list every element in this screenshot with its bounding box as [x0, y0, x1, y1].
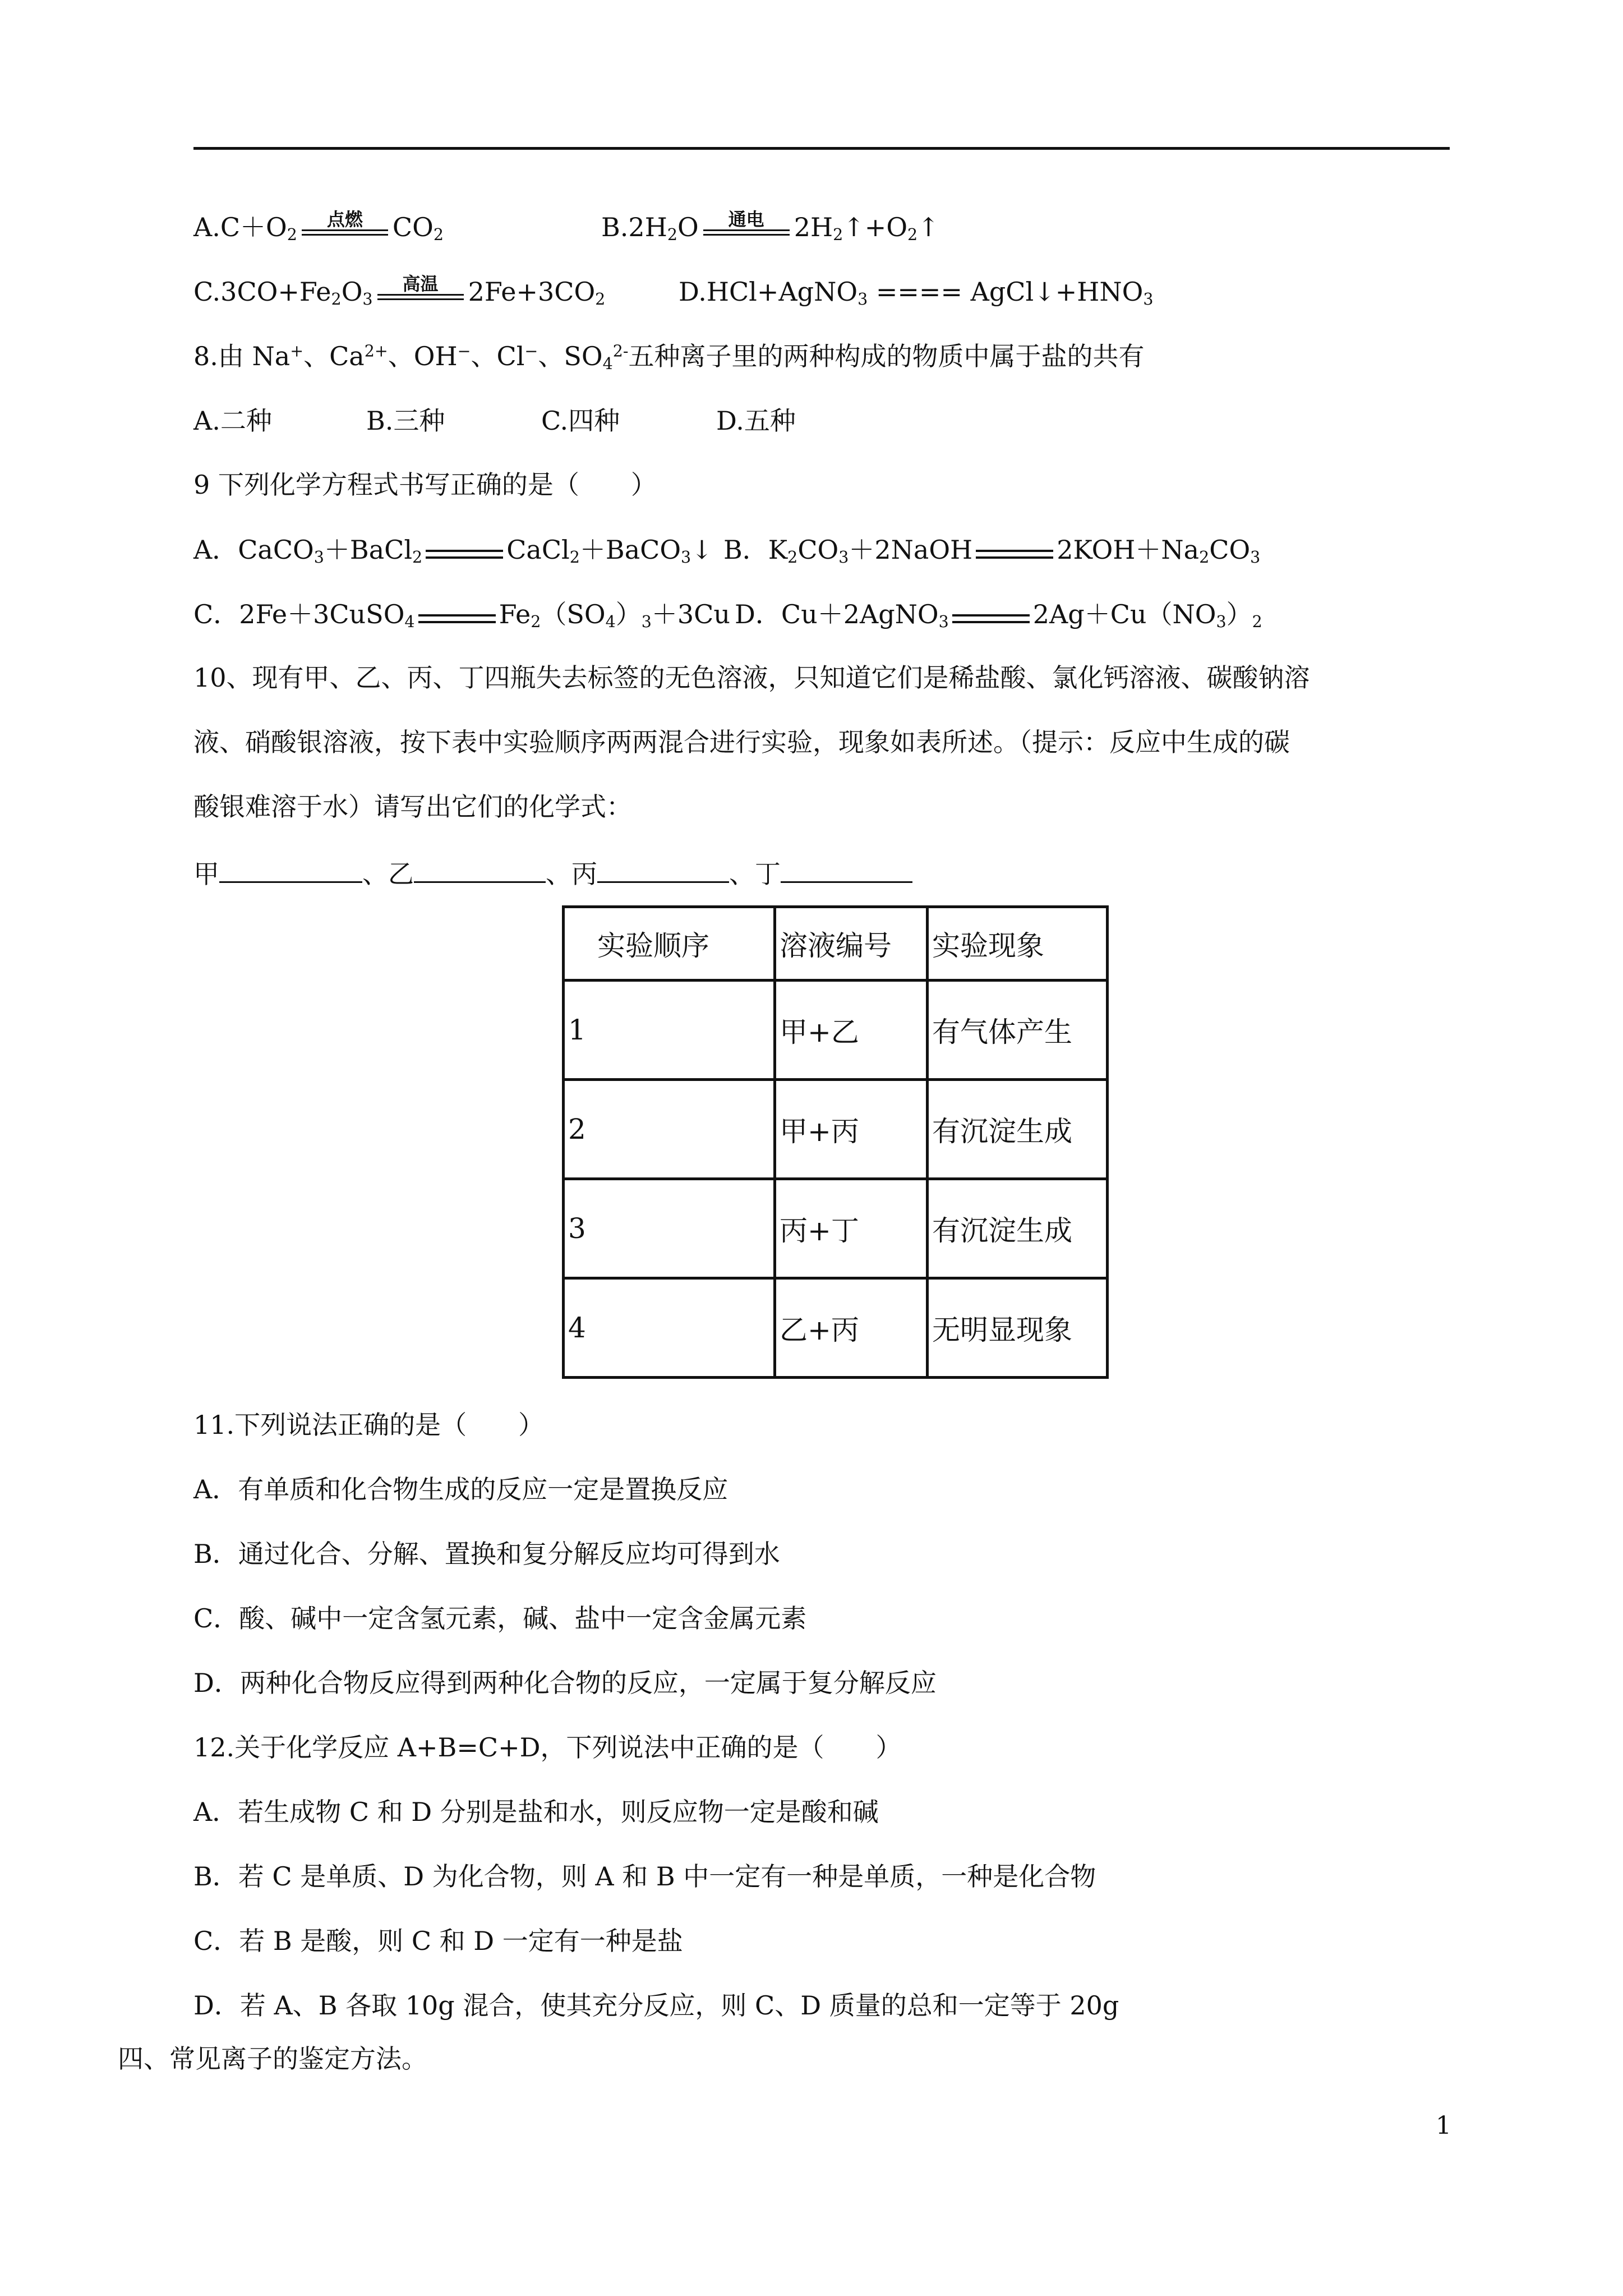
table-header-cell: 溶液编号 — [775, 907, 928, 981]
table-row — [564, 981, 1108, 1080]
q7-option-a: $A.C+O_2$ 点燃 $CO_2$ — [193, 210, 444, 246]
q11-stem: 11.下列说法正确的是（ ） — [193, 1410, 545, 1440]
table-cell: 甲+丙 — [775, 1080, 928, 1179]
q9-stem: 9 下列化学方程式书写正确的是（ ） — [193, 470, 657, 500]
table-header-row — [564, 907, 1108, 981]
q8-option-c: C.四种 — [541, 406, 620, 436]
reaction-condition: 点燃 — [297, 213, 393, 246]
table-cell: 无明显现象 — [928, 1278, 1108, 1378]
q10-answer-blanks: 甲 、乙 、丙 、丁 — [193, 854, 912, 891]
reaction-condition: 高温 — [373, 277, 468, 311]
answer-blank-jia[interactable] — [219, 854, 362, 883]
answer-blank-yi[interactable] — [414, 854, 546, 883]
q9-option-b: B．$K_2CO_3+2NaOH$ $2KOH+Na_2CO_3$ — [723, 533, 1260, 569]
answer-blank-bing[interactable] — [597, 854, 729, 883]
experiment-table — [562, 905, 1109, 1379]
header-rule — [193, 147, 1450, 150]
q12-option-b: B．若 C 是单质、D 为化合物，则 A 和 B 中一定有一种是单质，一种是化合物 — [193, 1861, 1096, 1892]
equals-sign — [422, 535, 506, 569]
q12-option-c: C．若 B 是酸，则 C 和 D 一定有一种是盐 — [193, 1926, 683, 1956]
table-row — [564, 1179, 1108, 1278]
table-cell: 有气体产生 — [928, 981, 1108, 1080]
q9-option-a: A．CaCO$_3$＋BaCl$_2$ CaCl$_2$＋BaCO$_3$↓ — [193, 533, 713, 569]
q8-options — [193, 404, 866, 438]
section-heading: 四、常见离子的鉴定方法。 — [118, 2044, 427, 2074]
table-cell: 3 — [564, 1179, 775, 1278]
q8-stem: 8.由 Na+、$Ca^{2+}$、OH−、Cl−、$SO_4^{2-}$五种离子里的两种构成的物质中属于盐的共有 — [193, 341, 1145, 374]
table-cell: 甲+乙 — [775, 981, 928, 1080]
q9-option-c: C．2Fe＋3CuSO$_4$ $Fe_2(SO_4)_3+3Cu$ — [193, 597, 730, 633]
equals-sign — [972, 535, 1057, 569]
equals-sign — [949, 600, 1033, 633]
q10-stem-line3: 酸银难溶于水）请写出它们的化学式： — [193, 792, 632, 822]
table-cell: 4 — [564, 1278, 775, 1378]
table-row — [564, 1278, 1108, 1378]
q11-option-d: D．两种化合物反应得到两种化合物的反应，一定属于复分解反应 — [193, 1668, 937, 1698]
table-cell: 丙+丁 — [775, 1179, 928, 1278]
q7-option-b: $B.2H_2O$ 通电 $2H_2↑+O_2↑$ — [601, 210, 939, 246]
q7-options-cd — [193, 275, 1450, 309]
q8-option-a: A.二种 — [193, 406, 272, 436]
table-cell: 乙+丙 — [775, 1278, 928, 1378]
page-number: 1 — [1436, 2111, 1451, 2140]
q8-option-b: B.三种 — [366, 406, 445, 436]
table-cell: 有沉淀生成 — [928, 1080, 1108, 1179]
q12-stem: 12.关于化学反应 A+B=C+D，下列说法中正确的是（ ） — [193, 1732, 902, 1763]
q10-stem-line1: 10、现有甲、乙、丙、丁四瓶失去标签的无色溶液，只知道它们是稀盐酸、氯化钙溶液、碳酸钠溶 — [193, 662, 1310, 693]
q7-option-c: $C.3CO+Fe_2O_3$ 高温 $2Fe+3CO_2$ — [193, 275, 605, 311]
q7-options-ab — [193, 210, 1450, 244]
equals-sign — [415, 600, 499, 633]
q8-option-d: D.五种 — [716, 406, 796, 436]
reaction-condition: 通电 — [699, 213, 794, 246]
table-row — [564, 1080, 1108, 1179]
q12-option-a: A．若生成物 C 和 D 分别是盐和水，则反应物一定是酸和碱 — [193, 1797, 879, 1827]
table-cell: 2 — [564, 1080, 775, 1179]
q9-option-d: D．Cu＋2AgNO$_3$ $2Ag+Cu(NO_3)_2$ — [735, 597, 1262, 633]
table-cell: 1 — [564, 981, 775, 1080]
table-header-cell: 实验顺序 — [564, 907, 775, 981]
q10-stem-line2: 液、硝酸银溶液，按下表中实验顺序两两混合进行实验，现象如表所述。（提示：反应中生成的碳 — [193, 727, 1290, 757]
q9-options-ab — [193, 533, 1450, 567]
q9-options-cd — [193, 597, 1450, 631]
q11-option-a: A．有单质和化合物生成的反应一定是置换反应 — [193, 1474, 728, 1504]
q11-option-b: B．通过化合、分解、置换和复分解反应均可得到水 — [193, 1539, 780, 1569]
answer-blank-ding[interactable] — [781, 854, 912, 883]
q12-option-d: D．若 A、B 各取 10g 混合，使其充分反应，则 C、D 质量的总和一定等于 20g — [193, 1990, 1119, 2021]
q11-option-c: C．酸、碱中一定含氢元素，碱、盐中一定含金属元素 — [193, 1603, 807, 1634]
table-header-cell: 实验现象 — [928, 907, 1108, 981]
table-cell: 有沉淀生成 — [928, 1179, 1108, 1278]
q7-option-d: D.HCl+AgNO$_3$ ==== $AgCl↓+HNO_3$ — [679, 277, 1154, 309]
